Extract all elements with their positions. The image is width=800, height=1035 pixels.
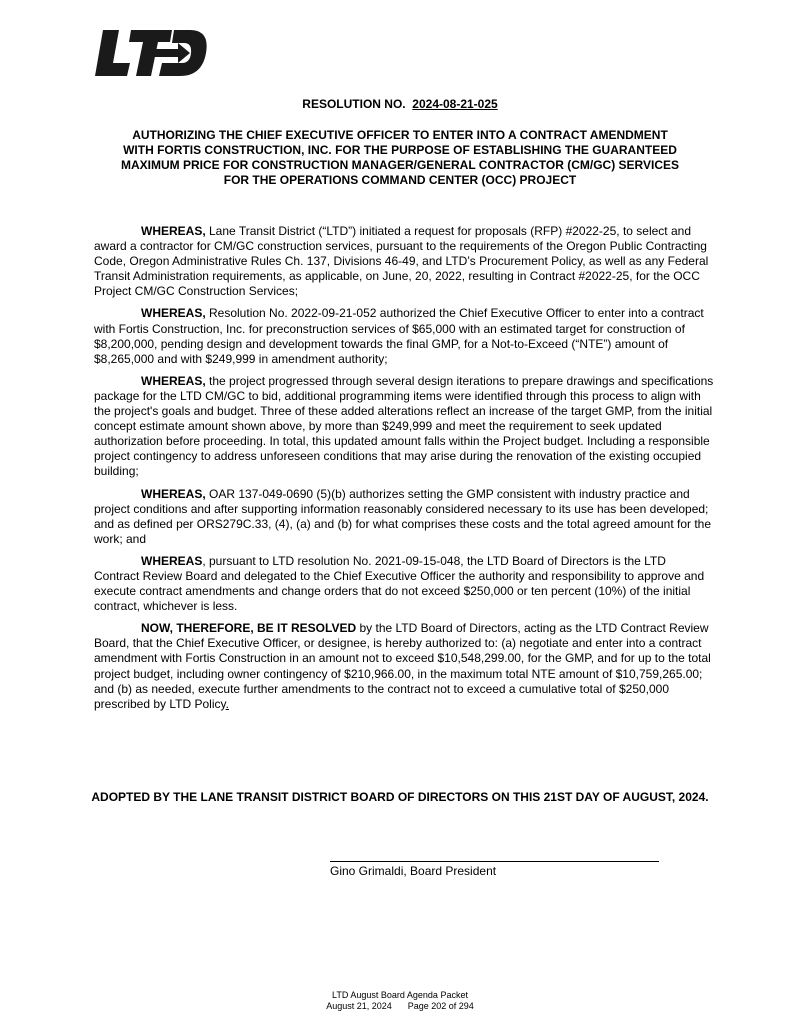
footer-date-page bbox=[0, 1001, 800, 1012]
title-line: AUTHORIZING THE CHIEF EXECUTIVE OFFICER TO ENTER INTO A CONTRACT AMENDMENT bbox=[132, 128, 668, 142]
footer-date: August 21, 2024 bbox=[326, 1001, 392, 1011]
paragraph-lead: WHEREAS, bbox=[141, 373, 206, 388]
paragraph-text: the project progressed through several design iterations to prepare drawings and specifications package for the LTD CM/GC to bid, additional programming items were identified through this process to align with the project's goals and budget. Three of these added alterations reflect an increase of the target GMP, from the initial concept estimate amount shown above, by more than $249,999 and meet the requirement to seek updated authorization before proceeding. In total, this updated amount falls within the Project budget. Including a responsible project contingency to address unforeseen conditions that may arise during the renovation of the existing occupied building; bbox=[94, 373, 714, 479]
resolution-number bbox=[0, 97, 800, 111]
signature-line bbox=[330, 861, 659, 862]
paragraph-text: OAR 137-049-0690 (5)(b) authorizes setting the GMP consistent with industry practice and project conditions and after supporting information reasonably considered necessary to its use has been developed; and as defined per ORS279C.33, (4), (a) and (b) for what comprises these costs and the total agreed amount for the work; and bbox=[94, 486, 712, 546]
footer-packet-title: LTD August Board Agenda Packet bbox=[332, 990, 468, 1000]
paragraph-lead: WHEREAS, bbox=[141, 224, 206, 238]
title-line: FOR THE OPERATIONS COMMAND CENTER (OCC) PROJECT bbox=[223, 173, 577, 187]
resolution-title bbox=[70, 128, 730, 188]
paragraph-text: Resolution No. 2022-09-21-052 authorized the Chief Executive Officer to enter into a contract with Fortis Construction, Inc. for preconstruction services of $65,000 with an estimated target for construction of $8,200,000, pending design and development towards the final GMP, for a Not-to-Exceed (“NTE”) amount of $8,265,000 and with $249,999 in amendment authority; bbox=[94, 306, 704, 366]
whereas-paragraph bbox=[94, 224, 714, 299]
resolution-body bbox=[94, 224, 714, 719]
paragraph-text: , pursuant to LTD resolution No. 2021-09-15-048, the LTD Board of Directors is the LTD Contract Review Board and delegated to the Chief Executive Officer the authority and responsibility to approve and execute contract amendments and change orders that do not exceed $250,000 or ten percent (10%) of the initial contract, whichever is less. bbox=[94, 553, 705, 614]
title-line: WITH FORTIS CONSTRUCTION, INC. FOR THE PURPOSE OF ESTABLISHING THE GUARANTEED bbox=[123, 143, 677, 157]
paragraph-text: Lane Transit District (“LTD”) initiated a request for proposals (RFP) #2022-25, to select and award a contractor for CM/GC construction services, pursuant to the requirements of the Oregon Public Contracting Code, Oregon Administrative Rules Ch. 137, Divisions 46-49, and LTD’s Procurement Policy, as well as any Federal Transit Administration requirements, as applicable, on June, 20, 2022, resulting in Contract #2022-25, for the OCC Project CM/GC Construction Services; bbox=[94, 224, 709, 299]
paragraph-lead: NOW, THEREFORE, BE IT RESOLVED bbox=[141, 621, 357, 636]
title-line: MAXIMUM PRICE FOR CONSTRUCTION MANAGER/GENERAL CONTRACTOR (CM/GC) SERVICES bbox=[120, 158, 679, 172]
paragraph-text: by the LTD Board of Directors, acting as the LTD Contract Review Board, that the Chief Executive Officer, or designee, is hereby authorized to: (a) negotiate and enter into a contract amendment with Fortis Construction in an amount not to exceed $10,548,299.00, for the GMP, and for up to the total project budget, including owner contingency of $210,966.00, in the maximum total NTE amount of $10,759,265.00; and (b) as needed, execute further amendments to the contract not to exceed a cumulative total of $250,000 prescribed by LTD Policy bbox=[94, 621, 711, 711]
whereas-paragraph bbox=[94, 487, 714, 547]
footer-page-number: Page 202 of 294 bbox=[407, 1001, 474, 1011]
signatory-name: Gino Grimaldi, Board President bbox=[330, 864, 497, 878]
whereas-paragraph bbox=[94, 306, 714, 366]
ltd-logo bbox=[94, 30, 208, 76]
whereas-paragraph bbox=[94, 554, 714, 614]
paragraph-lead: WHEREAS bbox=[141, 553, 203, 568]
resolved-paragraph bbox=[94, 621, 714, 712]
page-footer bbox=[0, 990, 800, 1012]
paragraph-lead: WHEREAS, bbox=[141, 486, 206, 501]
paragraph-end: . bbox=[225, 696, 229, 711]
paragraph-lead: WHEREAS, bbox=[141, 306, 206, 321]
resolution-label: RESOLUTION NO. bbox=[302, 97, 406, 111]
adopted-statement: ADOPTED BY THE LANE TRANSIT DISTRICT BOARD OF DIRECTORS ON THIS 21ST DAY OF AUGUST, 2024. bbox=[91, 790, 709, 804]
whereas-paragraph bbox=[94, 374, 714, 480]
resolution-number-value: 2024-08-21-025 bbox=[412, 97, 498, 111]
